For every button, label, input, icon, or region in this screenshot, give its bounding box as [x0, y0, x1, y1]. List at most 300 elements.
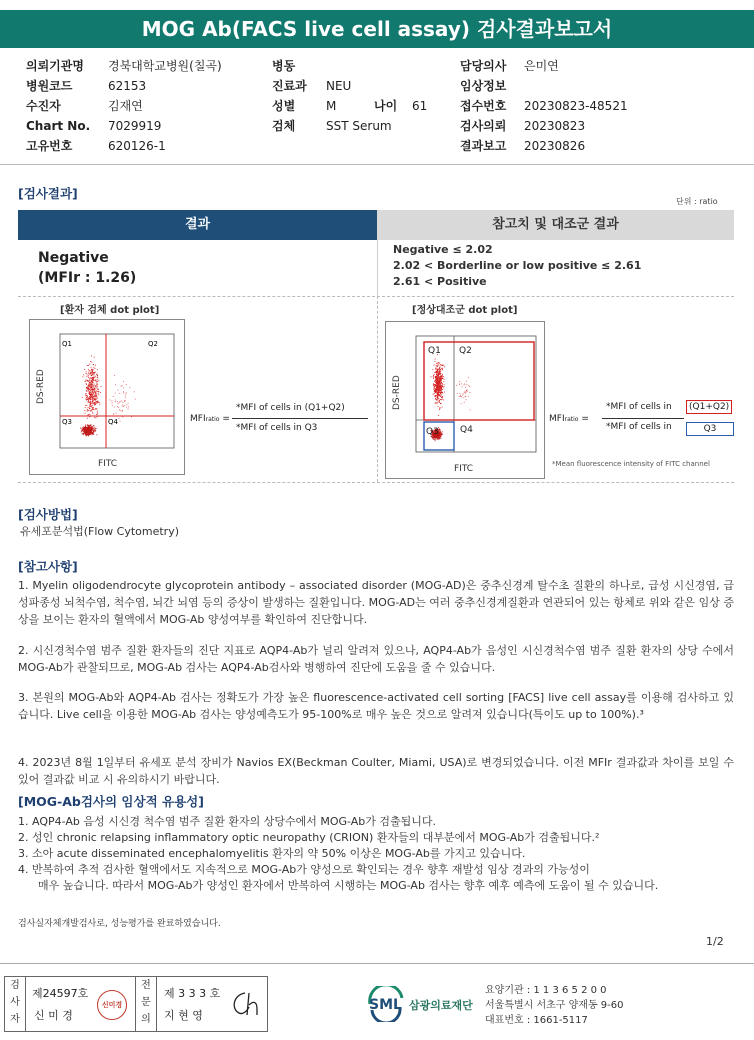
scatter-dot — [128, 403, 129, 404]
scatter-dot — [463, 393, 464, 394]
scatter-dot — [93, 376, 94, 377]
scatter-dot — [435, 392, 436, 393]
scatter-dot — [88, 410, 89, 411]
scatter-dot — [87, 429, 88, 430]
scatter-dot — [96, 401, 97, 402]
utility-item: 1. AQP4-Ab 음성 시신경 척수염 범주 질환 환자의 상당수에서 MOG-Ab가 검출됩니다. — [18, 815, 436, 828]
scatter-dot — [115, 401, 116, 402]
divider — [377, 240, 378, 296]
scatter-dot — [435, 378, 436, 379]
scatter-dot — [438, 374, 439, 375]
unit-label: 단위 : ratio — [676, 197, 718, 206]
scatter-dot — [88, 426, 89, 427]
scatter-dot — [96, 393, 97, 394]
scatter-dot — [123, 406, 124, 407]
scatter-dot — [121, 386, 122, 387]
scatter-dot — [93, 367, 94, 368]
scatter-dot — [92, 381, 93, 382]
scatter-dot — [96, 374, 97, 375]
scatter-dot — [440, 408, 441, 409]
scatter-dot — [83, 433, 84, 434]
scatter-dot — [123, 393, 124, 394]
scatter-dot — [87, 375, 88, 376]
scatter-dot — [441, 383, 442, 384]
scatter-dot — [464, 384, 465, 385]
scatter-dot — [438, 372, 439, 373]
scatter-dot — [459, 381, 460, 382]
scatter-dot — [456, 385, 457, 386]
scatter-dot — [434, 384, 435, 385]
scatter-dot — [438, 398, 439, 399]
scatter-dot — [87, 396, 88, 397]
scatter-dot — [100, 392, 101, 393]
scatter-dot — [93, 434, 94, 435]
scatter-dot — [462, 387, 463, 388]
info-label: 진료과 — [272, 79, 307, 93]
scatter-dot — [92, 409, 93, 410]
scatter-dot — [89, 430, 90, 431]
scatter-dot — [85, 426, 86, 427]
scatter-dot — [436, 366, 437, 367]
scatter-dot — [98, 389, 99, 390]
examiner-label-char: 검 — [10, 980, 20, 991]
scatter-dot — [443, 376, 444, 377]
scatter-dot — [468, 385, 469, 386]
scatter-dot — [437, 392, 438, 393]
scatter-dot — [435, 369, 436, 370]
scatter-dot — [126, 404, 127, 405]
scatter-dot — [465, 387, 466, 388]
scatter-dot — [433, 437, 434, 438]
scatter-dot — [123, 391, 124, 392]
scatter-dot — [438, 393, 439, 394]
scatter-dot — [92, 426, 93, 427]
scatter-dot — [439, 409, 440, 410]
scatter-dot — [93, 413, 94, 414]
quadrant-label: Q2 — [148, 340, 158, 348]
scatter-dot — [119, 402, 120, 403]
scatter-dot — [439, 439, 440, 440]
scatter-dot — [86, 400, 87, 401]
institution-code: 요양기관 : 1 1 3 6 5 2 0 0 — [485, 985, 607, 996]
scatter-dot — [87, 427, 88, 428]
scatter-dot — [85, 394, 86, 395]
info-label: 병동 — [272, 59, 296, 73]
scatter-dot — [86, 393, 87, 394]
scatter-dot — [91, 431, 92, 432]
info-value: 620126-1 — [108, 139, 166, 153]
scatter-dot — [97, 369, 98, 370]
scatter-dot — [130, 387, 131, 388]
scatter-dot — [438, 369, 439, 370]
scatter-dot — [439, 401, 440, 402]
scatter-dot — [88, 389, 89, 390]
examiner-label — [5, 977, 26, 1031]
info-value: 20230823 — [524, 119, 586, 133]
scatter-dot — [86, 399, 87, 400]
info-value: NEU — [326, 79, 352, 93]
scatter-dot — [93, 377, 94, 378]
scatter-dot — [117, 406, 118, 407]
examiner-seal: 신미경 — [97, 990, 127, 1020]
scatter-dot — [433, 377, 434, 378]
scatter-dot — [91, 389, 92, 390]
scatter-dot — [87, 433, 88, 434]
scatter-dot — [87, 397, 88, 398]
scatter-dot — [468, 396, 469, 397]
scatter-dot — [466, 390, 467, 391]
scatter-dot — [86, 391, 87, 392]
divider — [0, 164, 754, 165]
age-label: 나이 — [374, 99, 398, 113]
scatter-dot — [97, 412, 98, 413]
scatter-dot — [96, 398, 97, 399]
scatter-dot — [440, 369, 441, 370]
info-value: 20230826 — [524, 139, 586, 153]
x-axis-label: FITC — [98, 459, 118, 469]
scatter-dot — [433, 438, 434, 439]
scatter-dot — [94, 398, 95, 399]
scatter-dot — [87, 432, 88, 433]
reference-ranges — [393, 242, 641, 290]
scatter-dot — [437, 400, 438, 401]
scatter-dot — [92, 430, 93, 431]
formula-denominator: *MFI of cells in Q3 — [236, 423, 318, 433]
scatter-dot — [86, 397, 87, 398]
scatter-dot — [89, 370, 90, 371]
specialist-label-char: 전 — [141, 980, 151, 991]
scatter-dot — [461, 403, 462, 404]
scatter-dot — [435, 403, 436, 404]
note-paragraph: 4. 2023년 8월 1일부터 유세포 분석 장비가 Navios EX(Beckman Coulter, Miami, USA)로 변경되었습니다. 이전 MFIr 결과값과 차이를 보일 수 있어 결과값 비교 시 유의하시기 바랍니다. — [18, 756, 734, 786]
quadrant-label: Q4 — [108, 418, 118, 426]
scatter-dot — [92, 385, 93, 386]
scatter-dot — [96, 399, 97, 400]
scatter-dot — [94, 388, 95, 389]
scatter-dot — [86, 396, 87, 397]
scatter-dot — [435, 380, 436, 381]
scatter-dot — [457, 393, 458, 394]
scatter-dot — [442, 389, 443, 390]
scatter-dot — [443, 388, 444, 389]
x-axis-label: FITC — [454, 464, 474, 474]
scatter-dot — [90, 390, 91, 391]
scatter-dot — [438, 364, 439, 365]
method-text: 유세포분석법(Flow Cytometry) — [20, 525, 180, 538]
scatter-dot — [439, 435, 440, 436]
scatter-dot — [84, 369, 85, 370]
scatter-dot — [86, 427, 87, 428]
scatter-dot — [83, 428, 84, 429]
scatter-dot — [92, 407, 93, 408]
scatter-dot — [97, 411, 98, 412]
scatter-dot — [93, 369, 94, 370]
scatter-dot — [120, 421, 121, 422]
scatter-dot — [461, 396, 462, 397]
info-label: 검사의뢰 — [460, 119, 507, 133]
info-label: 의뢰기관명 — [26, 59, 84, 73]
scatter-dot — [86, 380, 87, 381]
scatter-dot — [435, 390, 436, 391]
scatter-dot — [91, 433, 92, 434]
scatter-dot — [87, 411, 88, 412]
reference-line: 2.61 < Positive — [393, 275, 487, 288]
scatter-dot — [91, 393, 92, 394]
scatter-dot — [440, 429, 441, 430]
scatter-dot — [91, 395, 92, 396]
scatter-dot — [80, 428, 81, 429]
scatter-dot — [435, 361, 436, 362]
company-address: 서울특별시 서초구 양재동 9-60 — [485, 1000, 624, 1011]
scatter-dot — [85, 427, 86, 428]
control-plot-title: [정상대조군 dot plot] — [412, 305, 518, 316]
scatter-dot — [93, 431, 94, 432]
scatter-dot — [85, 407, 86, 408]
scatter-dot — [112, 402, 113, 403]
scatter-dot — [440, 434, 441, 435]
scatter-dot — [437, 438, 438, 439]
info-value: 20230823-48521 — [524, 99, 628, 113]
scatter-dot — [89, 364, 90, 365]
scatter-dot — [101, 386, 102, 387]
scatter-dot — [443, 365, 444, 366]
scatter-dot — [92, 391, 93, 392]
scatter-dot — [92, 382, 93, 383]
scatter-dot — [95, 392, 96, 393]
scatter-dot — [98, 391, 99, 392]
scatter-dot — [463, 397, 464, 398]
scatter-dot — [119, 409, 120, 410]
control-dot-plot — [385, 321, 545, 479]
sml-logo-icon — [366, 986, 406, 1022]
scatter-dot — [84, 432, 85, 433]
scatter-dot — [117, 401, 118, 402]
scatter-dot — [87, 365, 88, 366]
info-value: SST Serum — [326, 119, 392, 133]
scatter-dot — [93, 373, 94, 374]
scatter-dot — [95, 379, 96, 380]
scatter-dot — [90, 373, 91, 374]
result-column-header: 결과 — [18, 210, 377, 240]
page-number: 1/2 — [706, 935, 724, 948]
scatter-dot — [95, 403, 96, 404]
scatter-dot — [112, 405, 113, 406]
scatter-dot — [114, 407, 115, 408]
scatter-dot — [91, 397, 92, 398]
scatter-dot — [87, 431, 88, 432]
scatter-dot — [89, 398, 90, 399]
scatter-dot — [439, 363, 440, 364]
scatter-dot — [438, 377, 439, 378]
scatter-dot — [94, 427, 95, 428]
company-name: 삼광의료재단 — [409, 999, 473, 1012]
scatter-dot — [442, 434, 443, 435]
scatter-dot — [87, 418, 88, 419]
signature-box — [4, 976, 268, 1032]
scatter-dot — [94, 429, 95, 430]
utility-heading: [MOG-Ab검사의 임상적 유용성] — [18, 794, 204, 809]
scatter-dot — [120, 401, 121, 402]
scatter-dot — [126, 384, 127, 385]
scatter-dot — [97, 375, 98, 376]
scatter-dot — [96, 386, 97, 387]
scatter-dot — [123, 381, 124, 382]
scatter-dot — [442, 397, 443, 398]
utility-item: 2. 성인 chronic relapsing inflammatory optic neuropathy (CRION) 환자들의 대부분에서 MOG-Ab가 검출됩니다.² — [18, 831, 600, 844]
scatter-dot — [94, 377, 95, 378]
scatter-dot — [441, 375, 442, 376]
scatter-dot — [122, 410, 123, 411]
scatter-dot — [433, 385, 434, 386]
scatter-dot — [88, 375, 89, 376]
scatter-dot — [86, 435, 87, 436]
scatter-dot — [89, 432, 90, 433]
scatter-dot — [88, 429, 89, 430]
scatter-dot — [438, 382, 439, 383]
scatter-dot — [441, 385, 442, 386]
scatter-dot — [88, 435, 89, 436]
scatter-dot — [441, 395, 442, 396]
scatter-dot — [86, 390, 87, 391]
scatter-dot — [96, 391, 97, 392]
result-value: Negative — [38, 250, 109, 266]
scatter-dot — [124, 400, 125, 401]
scatter-dot — [464, 385, 465, 386]
scatter-dot — [441, 378, 442, 379]
scatter-dot — [93, 403, 94, 404]
scatter-dot — [443, 400, 444, 401]
divider — [377, 296, 378, 482]
report-title: MOG Ab(FACS live cell assay) 검사결과보고서 — [0, 10, 754, 48]
scatter-dot — [442, 369, 443, 370]
scatter-dot — [466, 381, 467, 382]
scatter-dot — [87, 381, 88, 382]
scatter-dot — [437, 397, 438, 398]
specialist-label-char: 의 — [141, 1014, 151, 1025]
examiner-label-char: 사 — [10, 997, 20, 1008]
scatter-dot — [441, 434, 442, 435]
scatter-dot — [119, 393, 120, 394]
scatter-dot — [461, 383, 462, 384]
company-phone: 대표번호 : 1661-5117 — [485, 1015, 588, 1026]
scatter-dot — [440, 438, 441, 439]
scatter-dot — [125, 400, 126, 401]
scatter-dot — [434, 374, 435, 375]
scatter-dot — [85, 434, 86, 435]
sml-logo — [366, 986, 406, 1026]
footnote: *Mean fluorescence intensity of FITC channel — [552, 460, 710, 468]
scatter-dot — [441, 436, 442, 437]
scatter-dot — [434, 387, 435, 388]
scatter-dot — [118, 407, 119, 408]
scatter-dot — [88, 429, 89, 430]
scatter-dot — [92, 428, 93, 429]
scatter-dot — [441, 386, 442, 387]
scatter-dot — [116, 413, 117, 414]
scatter-dot — [440, 377, 441, 378]
scatter-dot — [440, 370, 441, 371]
scatter-dot — [442, 386, 443, 387]
scatter-dot — [434, 390, 435, 391]
scatter-dot — [82, 430, 83, 431]
fraction-line — [232, 418, 368, 419]
scatter-dot — [437, 393, 438, 394]
scatter-dot — [97, 383, 98, 384]
scatter-dot — [91, 392, 92, 393]
scatter-dot — [83, 377, 84, 378]
scatter-dot — [94, 380, 95, 381]
scatter-dot — [98, 393, 99, 394]
scatter-dot — [90, 371, 91, 372]
scatter-dot — [92, 405, 93, 406]
scatter-dot — [83, 434, 84, 435]
scatter-dot — [437, 389, 438, 390]
scatter-dot — [442, 384, 443, 385]
scatter-dot — [90, 394, 91, 395]
scatter-dot — [435, 395, 436, 396]
scatter-dot — [459, 393, 460, 394]
patient-plot-svg — [30, 320, 184, 474]
scatter-dot — [435, 439, 436, 440]
scatter-dot — [92, 375, 93, 376]
scatter-dot — [95, 417, 96, 418]
scatter-dot — [435, 388, 436, 389]
scatter-dot — [91, 384, 92, 385]
scatter-dot — [95, 386, 96, 387]
scatter-dot — [95, 376, 96, 377]
scatter-dot — [439, 432, 440, 433]
info-value: 경북대학교병원(칠곡) — [108, 59, 222, 73]
scatter-dot — [112, 400, 113, 401]
scatter-dot — [97, 389, 98, 390]
scatter-dot — [90, 428, 91, 429]
examiner-label-char: 자 — [10, 1014, 20, 1025]
scatter-dot — [97, 388, 98, 389]
scatter-dot — [84, 410, 85, 411]
scatter-dot — [85, 431, 86, 432]
scatter-dot — [125, 394, 126, 395]
scatter-dot — [92, 386, 93, 387]
scatter-dot — [437, 380, 438, 381]
scatter-dot — [440, 364, 441, 365]
scatter-dot — [122, 402, 123, 403]
scatter-dot — [94, 372, 95, 373]
scatter-dot — [467, 391, 468, 392]
scatter-dot — [439, 408, 440, 409]
scatter-dot — [88, 377, 89, 378]
scatter-dot — [89, 402, 90, 403]
scatter-dot — [86, 429, 87, 430]
scatter-dot — [91, 373, 92, 374]
scatter-dot — [87, 376, 88, 377]
scatter-dot — [87, 424, 88, 425]
scatter-dot — [90, 385, 91, 386]
scatter-dot — [437, 369, 438, 370]
scatter-dot — [438, 386, 439, 387]
scatter-dot — [119, 418, 120, 419]
scatter-dot — [88, 425, 89, 426]
scatter-dot — [86, 383, 87, 384]
scatter-dot — [88, 414, 89, 415]
scatter-dot — [441, 390, 442, 391]
scatter-dot — [438, 384, 439, 385]
scatter-dot — [444, 366, 445, 367]
scatter-dot — [128, 406, 129, 407]
scatter-dot — [441, 387, 442, 388]
scatter-dot — [93, 430, 94, 431]
scatter-dot — [464, 392, 465, 393]
utility-item: 3. 소아 acute disseminated encephalomyelitis 환자의 약 50% 이상은 MOG-Ab를 가지고 있습니다. — [18, 847, 526, 860]
